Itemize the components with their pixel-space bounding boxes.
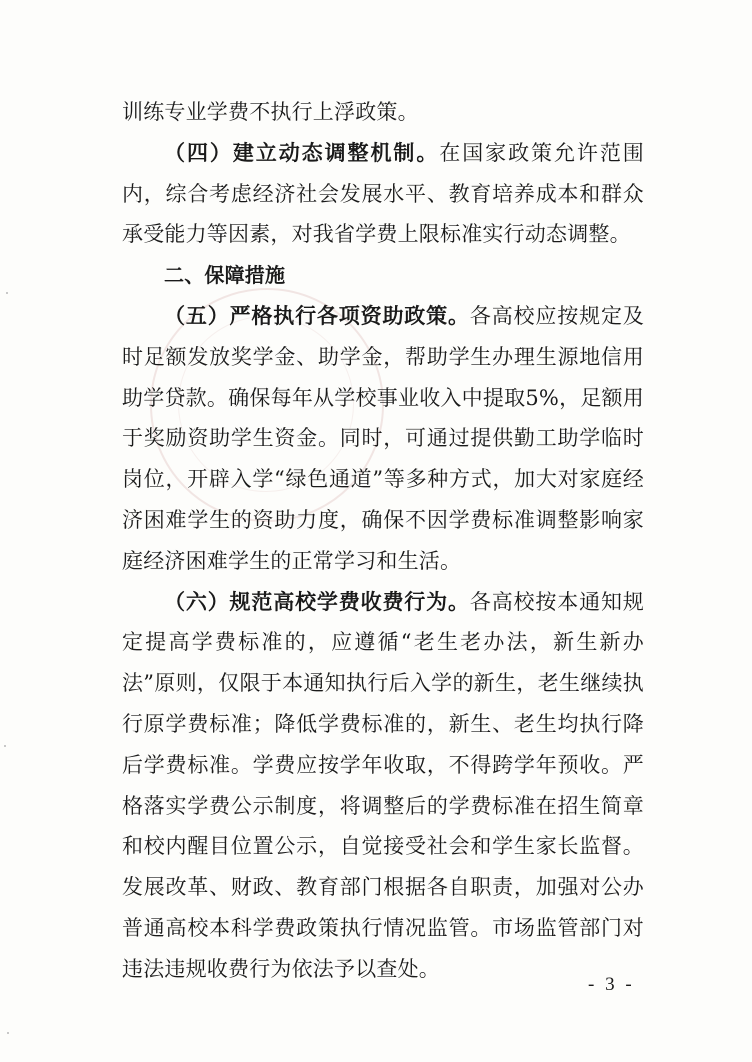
section-4-title: （四）建立动态调整机制。 xyxy=(164,139,440,165)
paragraph-text: 训练专业学费不执行上浮政策。 xyxy=(122,100,419,124)
document-body xyxy=(122,92,644,990)
section-6-text: 各高校按本通知规定提高学费标准的，应遵循“老生老办法，新生新办法”原则，仅限于本通知执行后入学的新生，老生继续执行原学费标准；降低学费标准的，新生、老生均执行降后学费标准。学费应按学年收取，不得跨学年预收。严格落实学费公示制度，将调整后的学费标准在招生简章和校内醒目位置公示，自觉接受社会和学生家长监督。发展改革、财政、教育部门根据各自职责，加强对公办普通高校本科学费政策执行情况监管。市场监管部门对违法违规收费行为依法予以查处。 xyxy=(122,589,644,981)
paragraph-section-5 xyxy=(122,296,644,582)
page-number: - 3 - xyxy=(588,974,635,995)
section-6-title: （六）规范高校学费收费行为。 xyxy=(164,588,470,614)
paragraph-continuation xyxy=(122,92,644,133)
section-5-title: （五）严格执行各项资助政策。 xyxy=(164,302,470,328)
section-4-text: 在国家政策允许范围内，综合考虑经济社会发展水平、教育培养成本和群众承受能力等因素，对我省学费上限标准实行动态调整。 xyxy=(122,140,644,247)
scan-speck xyxy=(4,745,6,747)
heading-text: 二、保障措施 xyxy=(164,263,286,288)
section-5-text: 各高校应按规定及时足额发放奖学金、助学金，帮助学生办理生源地信用助学贷款。确保每年从学校事业收入中提取5%，足额用于奖励资助学生资金。同时，可通过提供勤工助学临时岗位，开辟入学“绿色通道”等多种方式，加大对家庭经济困难学生的资助力度，确保不因学费标准调整影响家庭经济困难学生的正常学习和生活。 xyxy=(122,303,644,573)
scan-speck xyxy=(7,1032,9,1034)
section-heading-safeguards xyxy=(122,255,644,296)
scan-speck xyxy=(6,292,8,294)
paragraph-section-6 xyxy=(122,582,644,990)
paragraph-section-4 xyxy=(122,133,644,255)
